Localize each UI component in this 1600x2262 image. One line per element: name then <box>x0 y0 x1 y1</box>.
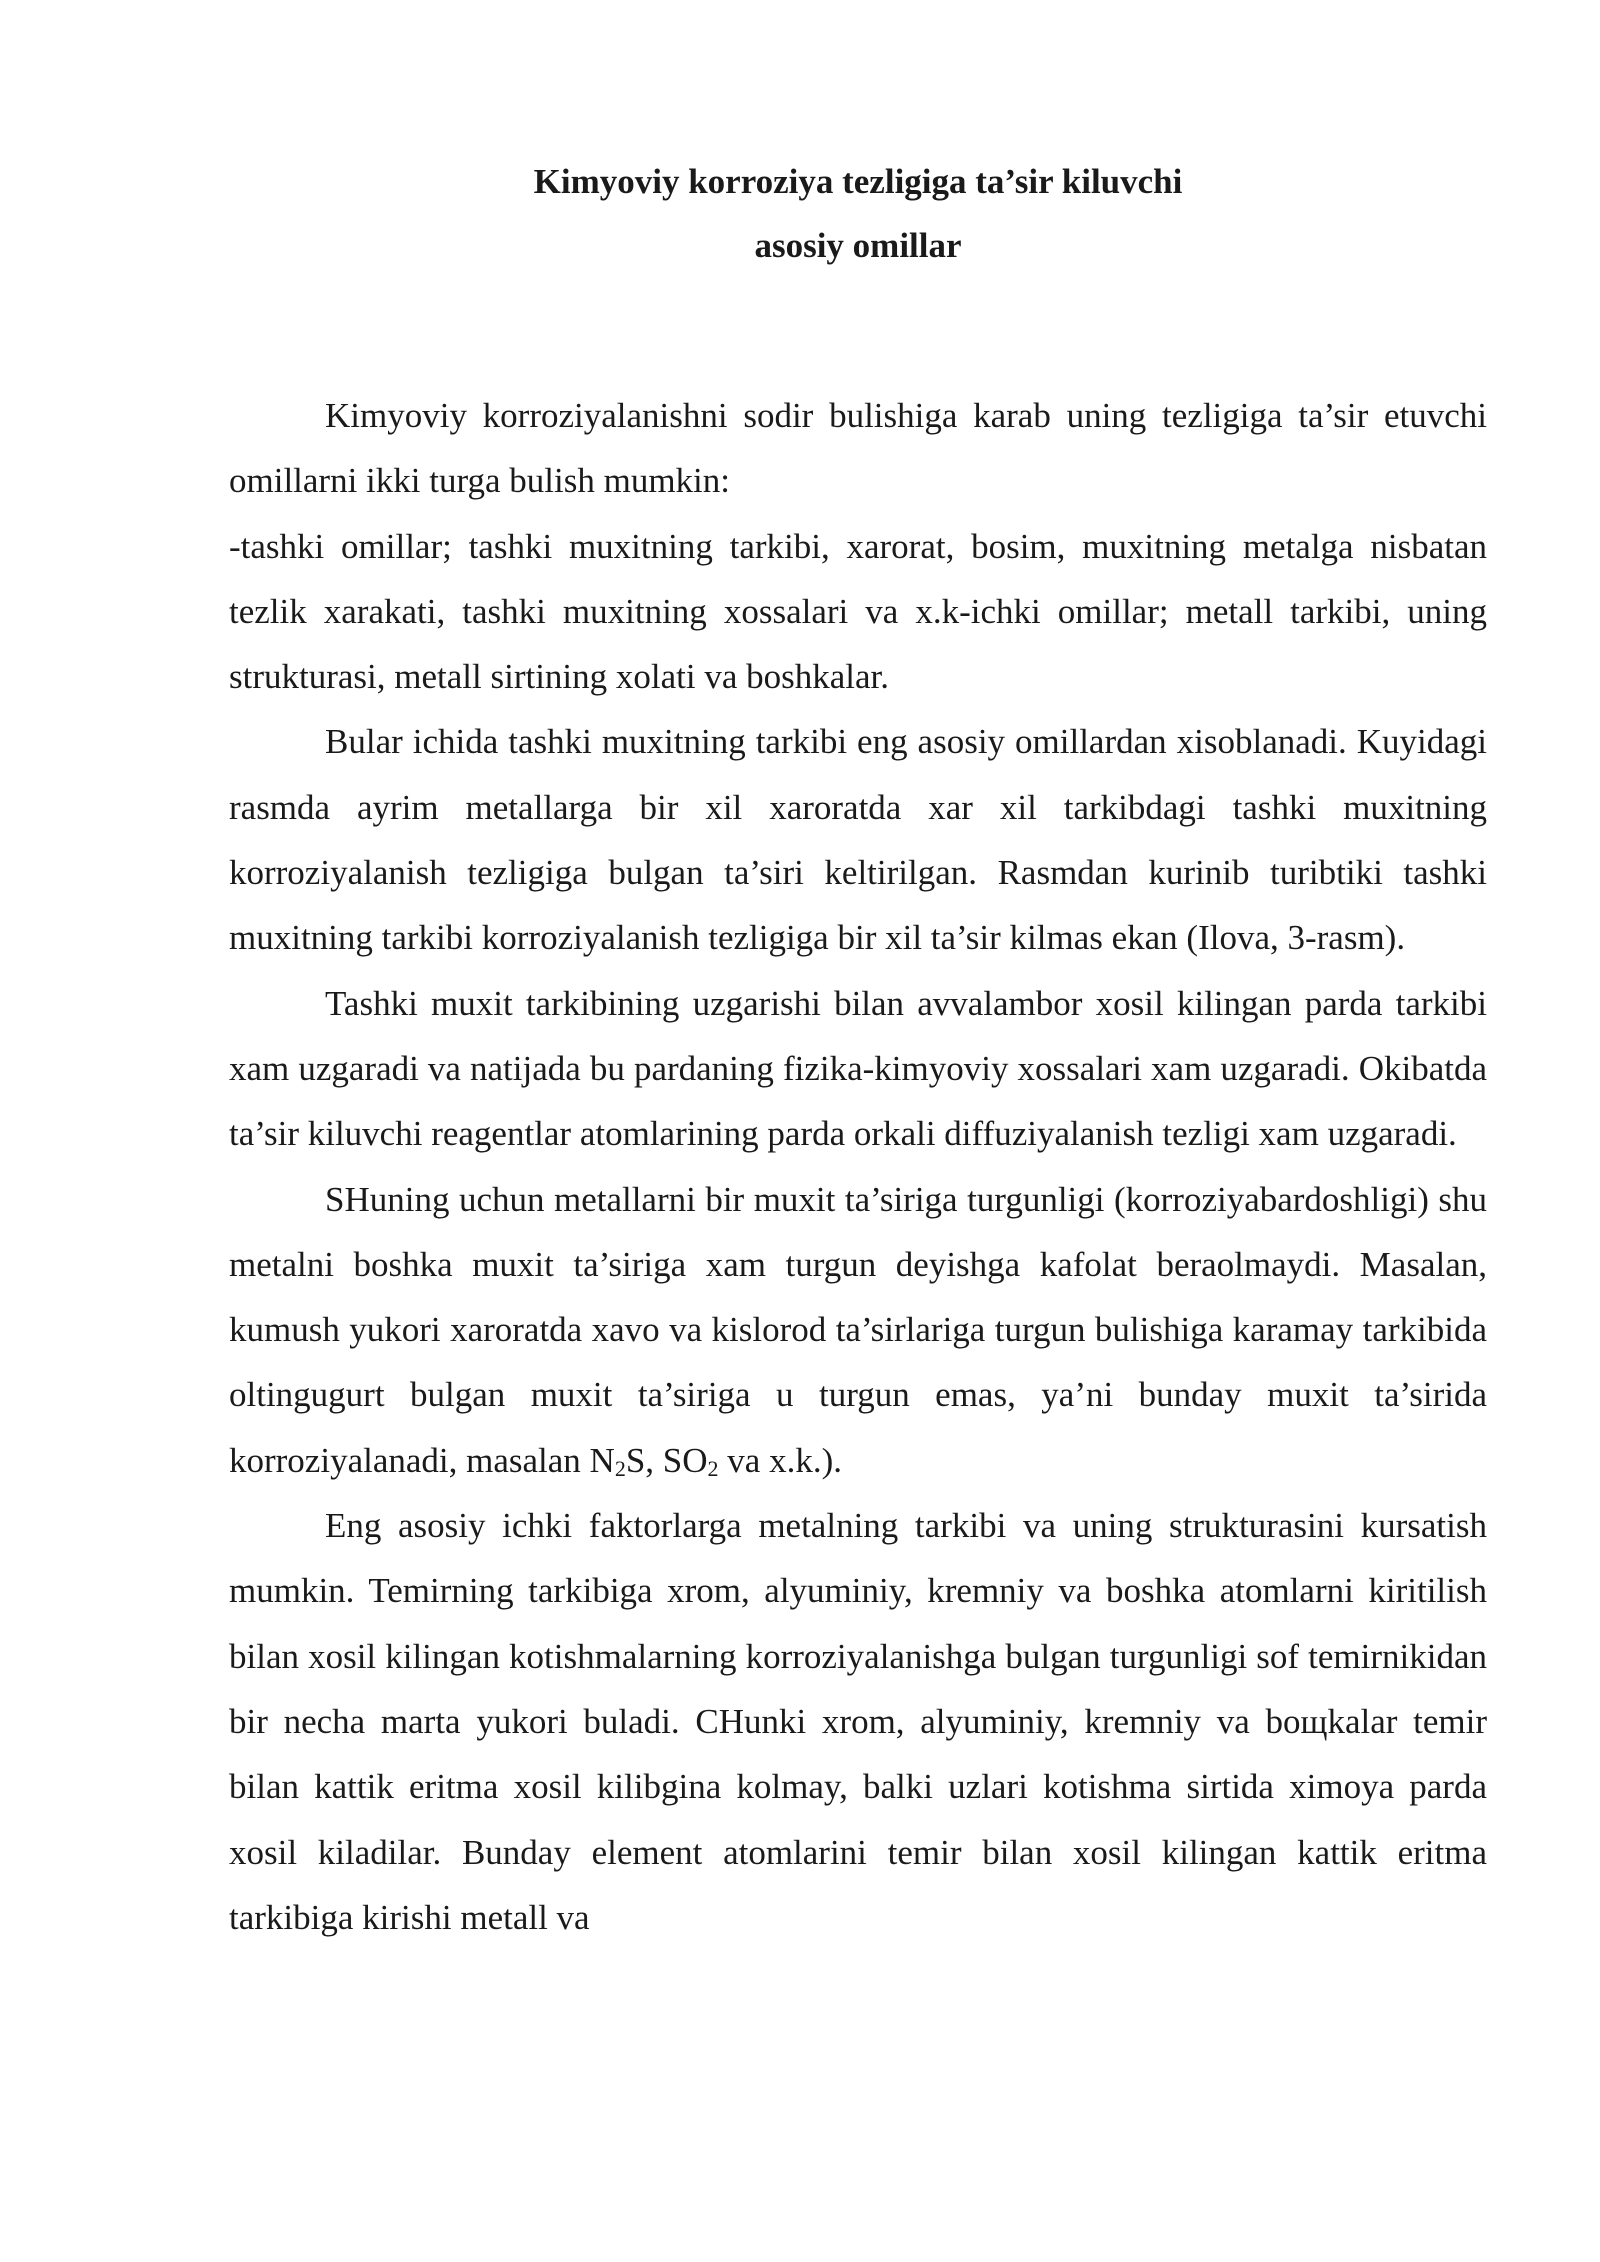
paragraph-intro: Kimyoviy korroziyalanishni sodir bulishiga karab uning tezligiga ta’sir etuvchi omillarni ikki turga bulish mumkin: <box>229 396 1487 501</box>
title-line-2: asosiy omillar <box>754 226 962 265</box>
paragraph-factors-list: -tashki omillar; tashki muxitning tarkibi, xarorat, bosim, muxitning metalga nisbatan tezlik xarakati, tashki muxitning xossalari va x.k-ichki omillar; metall tarkibi, uning strukturasi, metall sirtining xolati va boshkalar. <box>229 526 1487 697</box>
paragraph-external-medium: Bular ichida tashki muxitning tarkibi eng asosiy omillardan xisoblanadi. Kuyidagi rasmda ayrim metallarga bir xil xaroratda xar xil tarkibdagi tashki muxitning korroziyalanish tezligiga bulgan ta’siri keltirilgan. Rasmdan kurinib turibtiki tashki muxitning tarkibi korroziyalanish tezligiga bir xil ta’sir kilmas ekan (Ilova, 3-rasm). <box>229 722 1487 958</box>
paragraph-text: SHuning uchun metallarni bir muxit ta’siriga turgunligi (korroziyabardoshligi) shu metalni boshka muxit ta’siriga xam turgun deyishga kafolat beraolmaydi. Masalan, kumush yukori xaroratda xavo va kislorod ta’sirlariga turgun bulishiga karamay tarkibida oltingugurt bulgan muxit ta’siriga u turgun emas, ya’ni bunday muxit ta’sirida korroziyalanadi, masalan N <box>229 1179 1487 1480</box>
paragraph-silver-example <box>229 1167 1487 1493</box>
paragraph-internal-factors: Eng asosiy ichki faktorlarga metalning tarkibi va uning strukturasini kursatish mumkin. Temirning tarkibiga xrom, alyuminiy, kremniy va boshka atomlarni kiritilish bilan xosil kilingan kotishmalarning korroziyalanishga bulgan turgunligi sof temirnikidan bir necha marta yukori buladi. CHunki xrom, alyuminiy, kremniy va boщkalar temir bilan kattik eritma xosil kilibgina kolmay, balki uzlari kotishma sirtida ximoya parda xosil kiladilar. Bunday element atomlarini temir bilan xosil kilingan kattik eritma tarkibiga kirishi metall va <box>229 1506 1487 1937</box>
title-line-1: Kimyoviy korroziya tezligiga ta’sir kiluvchi <box>533 162 1183 201</box>
document-page <box>229 150 1487 1950</box>
document-body <box>229 383 1487 1950</box>
paragraph-film-composition: Tashki muxit tarkibining uzgarishi bilan avvalambor xosil kilingan parda tarkibi xam uzgaradi va natijada bu pardaning fizika-kimyoviy xossalari xam uzgaradi. Okibatda ta’sir kiluvchi reagentlar atomlarining parda orkali diffuziyalanish tezligi xam uzgaradi. <box>229 983 1487 1154</box>
document-title <box>229 150 1487 278</box>
subscript: 2 <box>614 1455 626 1481</box>
paragraph-text: S, SO <box>625 1440 708 1480</box>
paragraph-text: va x.k.). <box>718 1440 842 1480</box>
subscript: 2 <box>707 1455 719 1481</box>
